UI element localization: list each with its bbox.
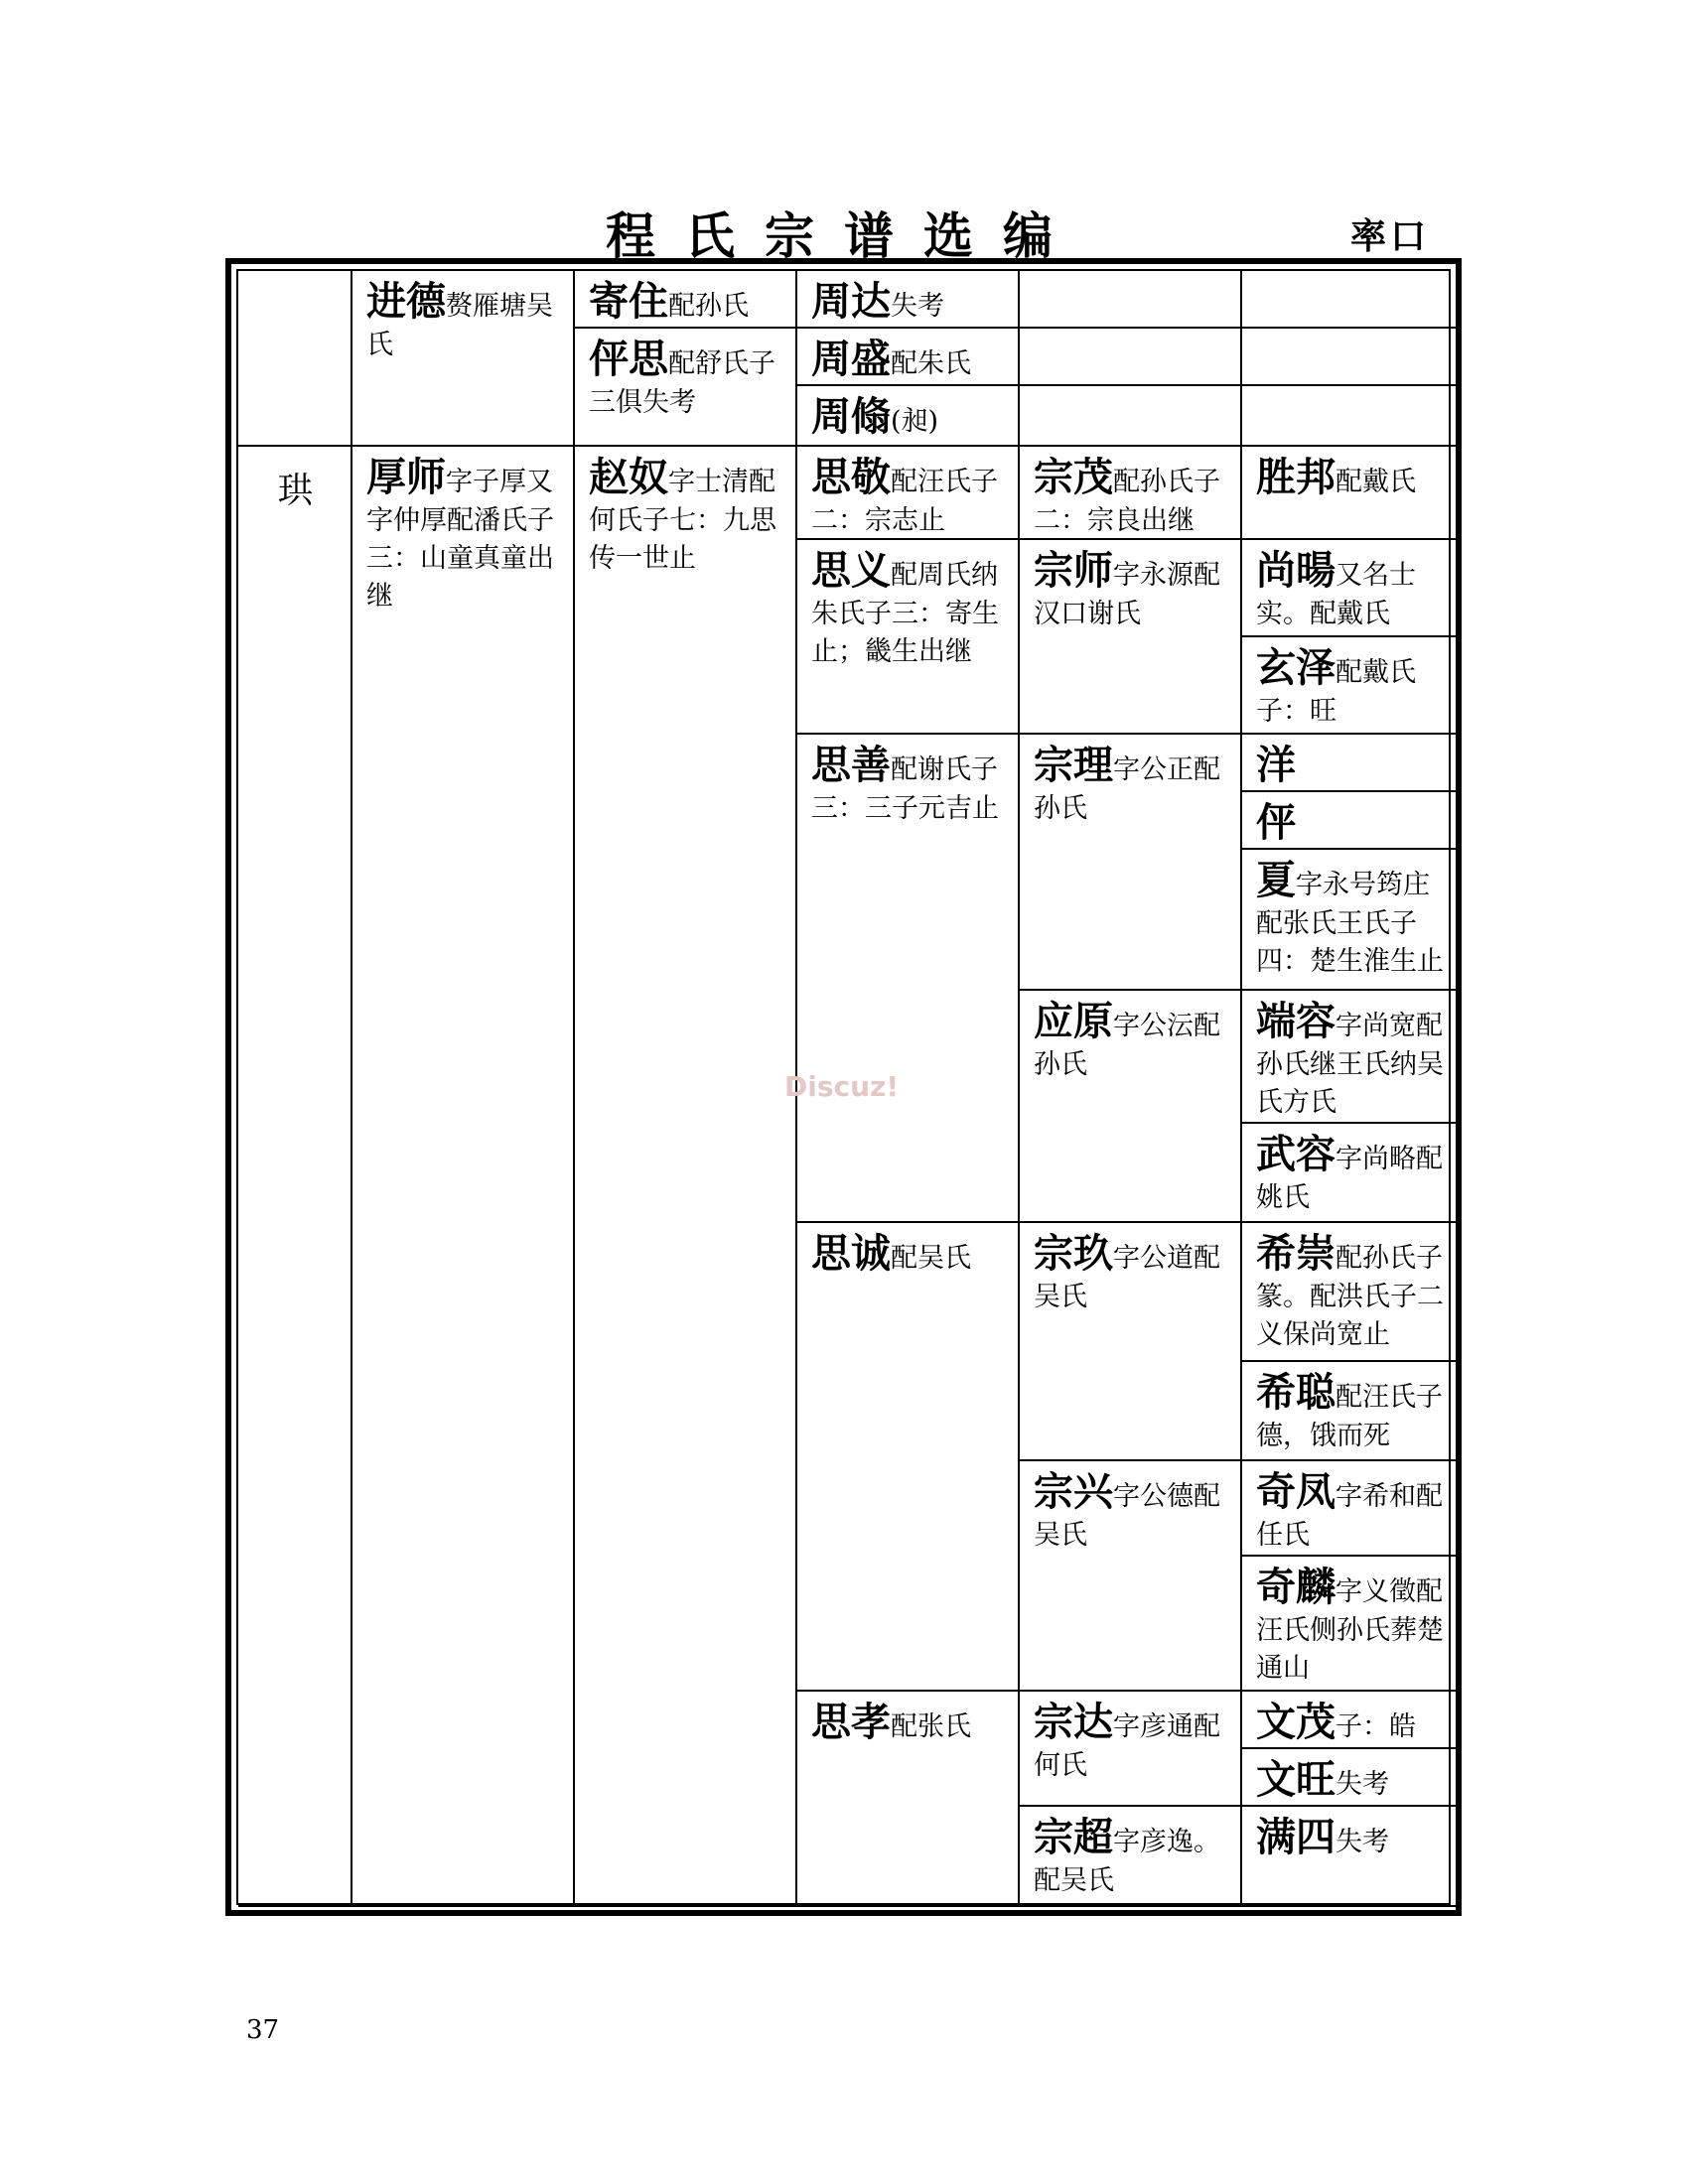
table-cell	[1242, 735, 1459, 792]
person-note: 失考	[1336, 1769, 1389, 1800]
person-name: 思义	[811, 547, 891, 594]
person-name: 宗超	[1034, 1814, 1113, 1860]
table-cell	[797, 735, 1020, 1223]
person-name: 周盛	[811, 336, 891, 382]
person-name: 宗理	[1034, 742, 1113, 788]
person-note: 字永源配汉口谢氏	[1034, 560, 1220, 629]
person-name: 洋	[1256, 742, 1296, 788]
person-note: 配谢氏子三：三子元吉止	[811, 754, 999, 824]
page-title: 程氏宗谱选编	[606, 206, 1082, 265]
person-note: 配周氏纳朱氏子三：寄生止；畿生出继	[811, 560, 999, 667]
table-cell	[797, 271, 1020, 329]
table-cell	[1020, 1692, 1242, 1807]
person-name: 宗兴	[1034, 1468, 1113, 1515]
person-note: 字永号筠庄配张氏王氏子四：楚生淮生止	[1256, 870, 1444, 977]
table-cell	[797, 1223, 1020, 1692]
person-note: 字公德配吴氏	[1034, 1481, 1220, 1551]
person-note: 配朱氏	[891, 348, 971, 379]
table-cell	[1020, 735, 1242, 991]
table-cell	[1020, 1223, 1242, 1461]
person-note: 字子厚又字仲厚配潘氏子三：山童真童出继	[366, 467, 554, 612]
table-cell	[352, 447, 575, 1907]
person-note: 失考	[1336, 1827, 1389, 1857]
person-note: 字公道配吴氏	[1034, 1243, 1220, 1312]
table-cell	[575, 329, 797, 447]
table-cell	[1242, 1461, 1459, 1557]
table-cell	[1020, 447, 1242, 540]
table-cell	[1020, 991, 1242, 1223]
person-name: 奇凤	[1256, 1468, 1336, 1515]
person-note: 赘雁塘吴氏	[366, 291, 553, 360]
person-note: 字彦通配何氏	[1034, 1711, 1220, 1781]
person-name: 夏	[1256, 857, 1296, 903]
person-note: 配舒氏子三俱失考	[589, 348, 775, 418]
person-note: 字公正配孙氏	[1034, 754, 1220, 824]
table-cell	[1242, 637, 1459, 735]
person-name: 宗达	[1034, 1699, 1113, 1745]
person-name: 文旺	[1256, 1756, 1336, 1803]
person-note: 字希和配任氏	[1256, 1481, 1443, 1551]
person-note: 配张氏	[891, 1711, 971, 1742]
page-number: 37	[246, 2015, 280, 2045]
person-note: 配戴氏	[1336, 467, 1416, 497]
person-name: 思诚	[811, 1230, 891, 1277]
table-cell	[575, 271, 797, 329]
person-name: 希崇	[1256, 1230, 1336, 1277]
watermark: Discuz!	[784, 1070, 900, 1103]
person-name: 满四	[1256, 1814, 1336, 1860]
table-cell	[1242, 1749, 1459, 1807]
person-name: 宗师	[1034, 547, 1113, 594]
person-note: 子：皓	[1336, 1711, 1416, 1742]
person-note: 失考	[891, 291, 944, 322]
person-note: 字士清配何氏子七：九思传一世止	[589, 467, 776, 574]
table-cell	[1242, 540, 1459, 637]
generation-label: 珙	[277, 471, 314, 511]
table-cell	[1020, 540, 1242, 735]
table-cell	[238, 271, 352, 447]
table-cell	[575, 447, 797, 1907]
table-cell	[1242, 991, 1459, 1124]
person-name: 思敬	[811, 454, 891, 500]
table-cell	[797, 1692, 1020, 1907]
person-name: 周达	[811, 278, 891, 325]
person-name: 赵奴	[589, 454, 668, 500]
table-cell	[1020, 329, 1242, 386]
person-name: 尚暘	[1256, 547, 1336, 594]
table-cell	[1242, 1692, 1459, 1749]
table-cell	[1242, 271, 1459, 329]
person-note: 字义徵配汪氏侧孙氏葬楚通山	[1256, 1576, 1444, 1684]
table-cell	[797, 386, 1020, 447]
person-name: 端容	[1256, 998, 1336, 1044]
person-name: 奇麟	[1256, 1564, 1336, 1610]
person-name: 文茂	[1256, 1699, 1336, 1745]
person-note: 字尚宽配孙氏继王氏纳吴氏方氏	[1256, 1011, 1444, 1118]
person-name: 胜邦	[1256, 454, 1336, 500]
table-cell	[1242, 1557, 1459, 1692]
table-cell	[1242, 386, 1459, 447]
table-cell	[1020, 1461, 1242, 1692]
person-note: 字尚略配姚氏	[1256, 1144, 1443, 1213]
table-cell	[797, 540, 1020, 735]
person-name: 伻	[1256, 799, 1296, 846]
person-name: 武容	[1256, 1131, 1336, 1177]
person-note: 字彦逸。配吴氏	[1034, 1827, 1220, 1896]
table-cell	[352, 271, 575, 447]
table-cell	[1242, 1124, 1459, 1223]
person-note: 配吴氏	[891, 1243, 971, 1274]
person-note: 配孙氏子二：宗良出继	[1034, 467, 1220, 536]
person-name: 进德	[366, 278, 446, 325]
person-name: 思善	[811, 742, 891, 788]
person-note: 配戴氏子：旺	[1256, 657, 1416, 727]
table-cell	[1242, 1223, 1459, 1362]
table-cell	[1242, 447, 1459, 540]
person-name: 思孝	[811, 1699, 891, 1745]
person-note: 又名士实。配戴氏	[1256, 560, 1416, 629]
person-name: 宗玖	[1034, 1230, 1113, 1277]
table-cell	[1242, 1807, 1459, 1907]
person-note: 字公沄配孙氏	[1034, 1011, 1220, 1080]
person-note: 配汪氏子二：宗志止	[811, 467, 998, 536]
table-cell	[1242, 329, 1459, 386]
table-cell	[1020, 1807, 1242, 1907]
table-cell	[1242, 792, 1459, 850]
person-note: 配孙氏	[668, 291, 749, 322]
table-cell	[797, 329, 1020, 386]
person-name: 应原	[1034, 998, 1113, 1044]
table-cell	[1020, 386, 1242, 447]
person-name: 周翛	[811, 393, 891, 440]
table-cell	[797, 447, 1020, 540]
table-cell	[1242, 850, 1459, 991]
branch-label: 率口	[1350, 215, 1431, 257]
person-note: 配汪氏子德，饿而死	[1256, 1382, 1443, 1451]
person-name: 希聪	[1256, 1369, 1336, 1416]
person-note: 配孙氏子篆。配洪氏子二义保尚宽止	[1256, 1243, 1444, 1350]
person-name: 宗茂	[1034, 454, 1113, 500]
person-name: 厚师	[366, 454, 446, 500]
table-cell	[238, 447, 352, 1907]
table-cell	[1242, 1362, 1459, 1461]
person-name: 玄泽	[1256, 644, 1336, 691]
person-name: 伻思	[589, 336, 668, 382]
table-cell	[1020, 271, 1242, 329]
person-note: (昶)	[891, 406, 939, 437]
person-name: 寄住	[589, 278, 668, 325]
